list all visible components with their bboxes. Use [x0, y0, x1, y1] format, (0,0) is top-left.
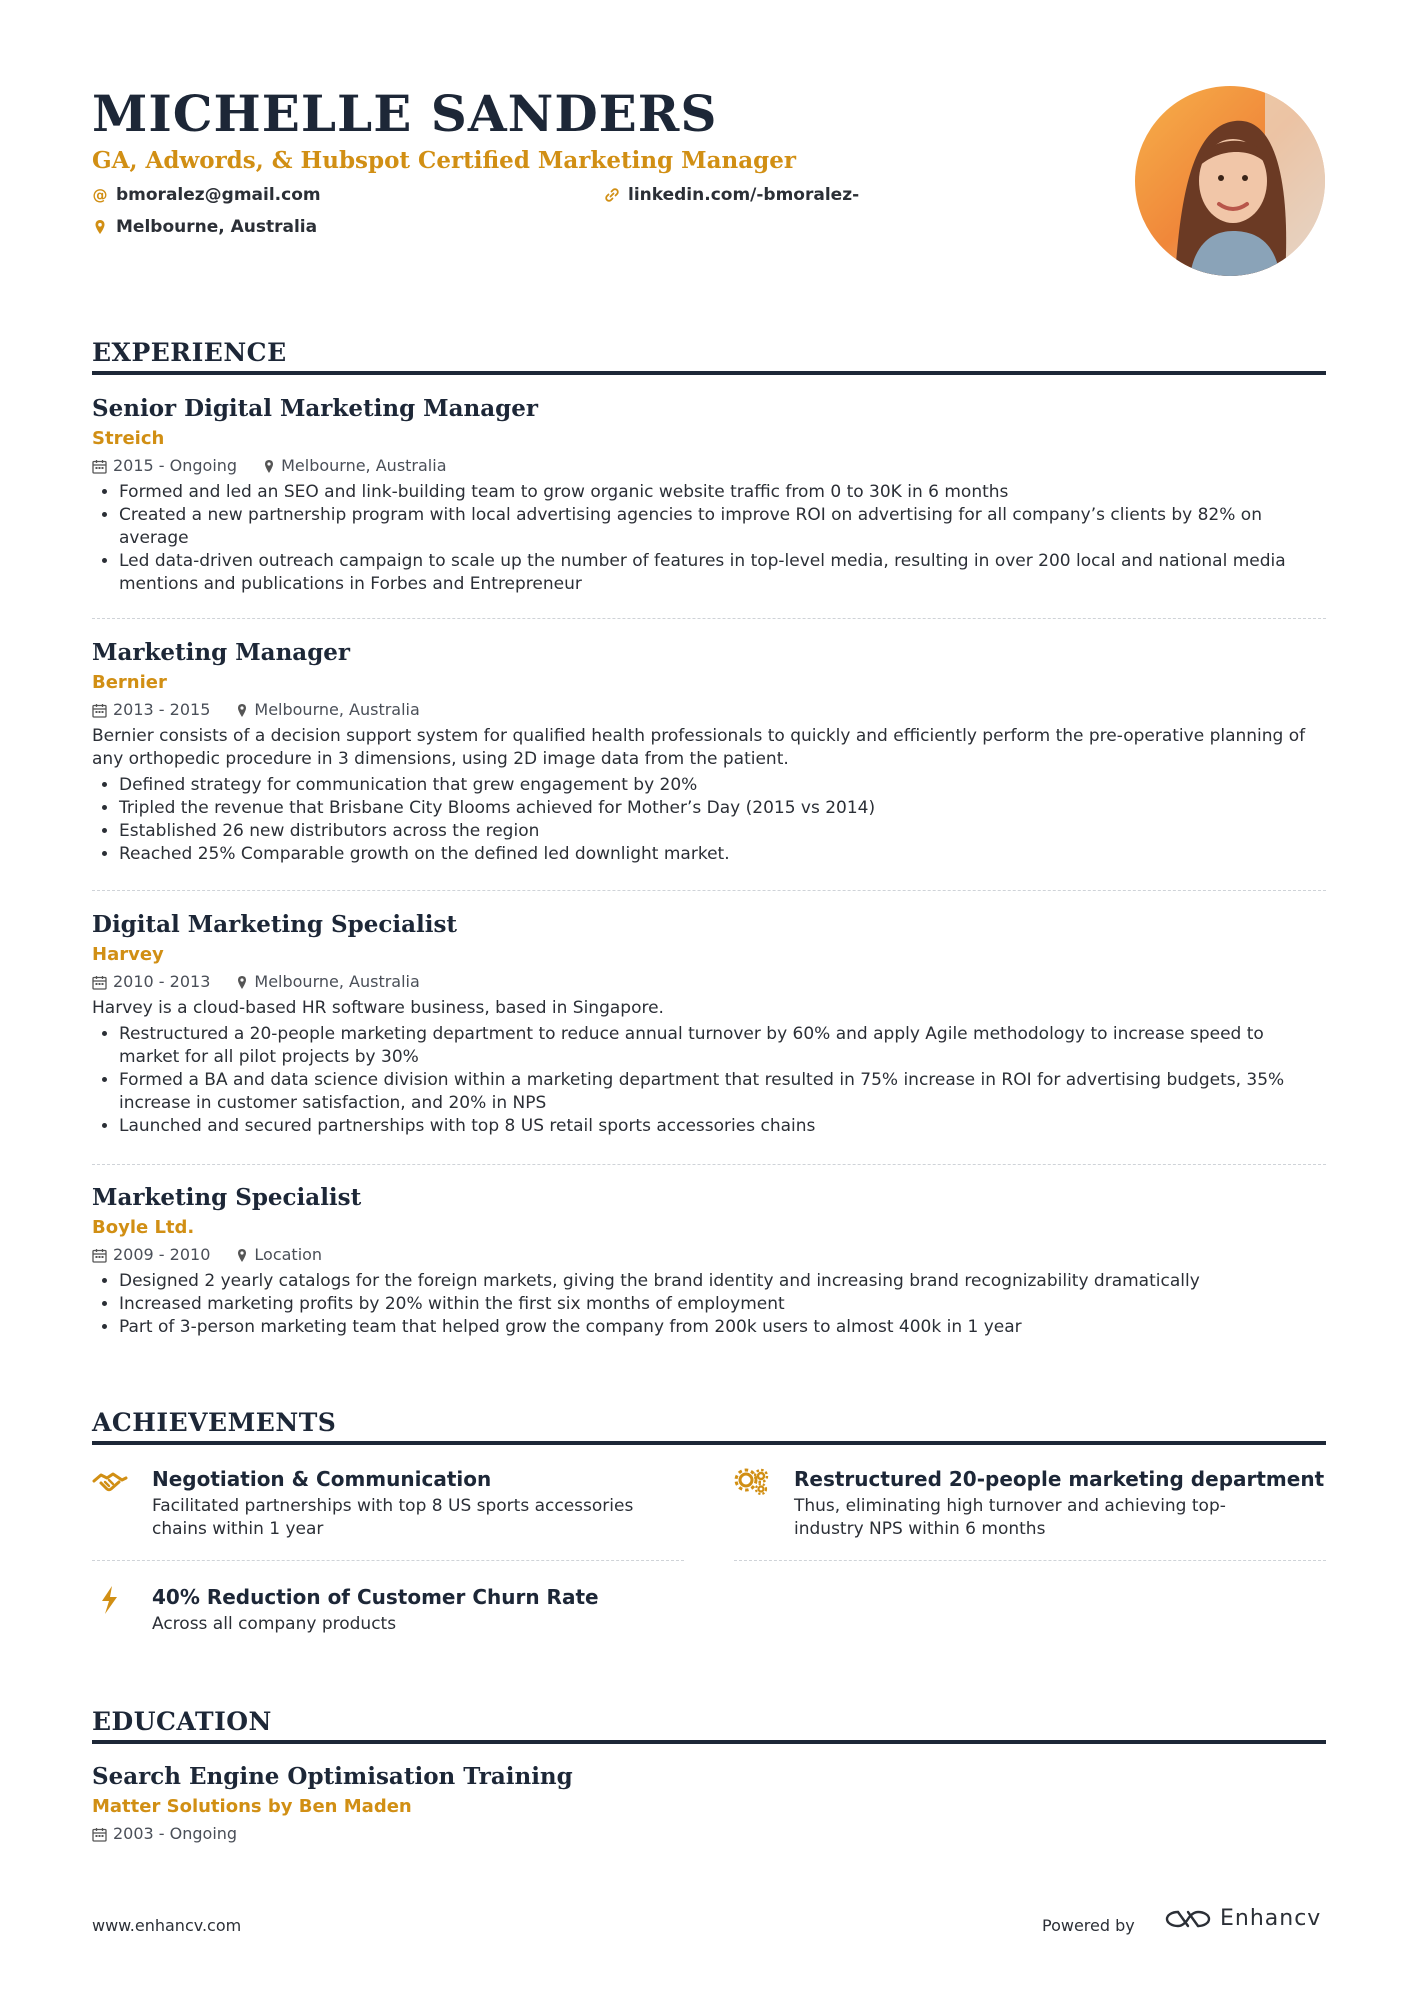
gears-icon: [734, 1467, 770, 1497]
job-bullets: [92, 774, 1326, 866]
calendar-icon: [92, 1248, 107, 1263]
job-company: Streich: [92, 428, 165, 449]
education-rule: [92, 1740, 1326, 1744]
experience-rule: [92, 371, 1326, 375]
job-bullets: [92, 1023, 1326, 1138]
job-bullets: [92, 1270, 1326, 1339]
job-title: Marketing Specialist: [92, 1184, 362, 1211]
contact-location-text: Melbourne, Australia: [116, 217, 318, 237]
achievements-rule: [92, 1441, 1326, 1445]
contact-linkedin-text: linkedin.com/-bmoralez-: [628, 185, 860, 205]
job-company: Bernier: [92, 672, 167, 693]
location-pin-icon: [236, 1248, 248, 1263]
job-title: Marketing Manager: [92, 639, 351, 666]
handshake-icon: [92, 1467, 128, 1497]
education-entry: [92, 1762, 1326, 1846]
achievement-description: Thus, eliminating high turnover and achieving top-industry NPS within 6 months: [794, 1496, 1226, 1539]
job-meta: [92, 970, 1326, 994]
location-pin-icon: [236, 703, 248, 718]
job-title: Digital Marketing Specialist: [92, 911, 458, 938]
job-dates: 2015 - Ongoing: [113, 456, 238, 475]
calendar-icon: [92, 459, 107, 474]
link-icon: [604, 187, 620, 203]
contact-email-text: bmoralez@gmail.com: [116, 185, 321, 205]
job-bullet: • Formed a BA and data science division within a marketing department that resulted in 75% increase in ROI for advertising budgets, 35% increase in customer satisfaction, and 20% in NPS: [119, 1069, 1326, 1115]
job-location: Melbourne, Australia: [254, 972, 420, 991]
footer-brand-name: Enhancv: [1220, 1906, 1322, 1931]
job-company: Boyle Ltd.: [92, 1217, 195, 1238]
achievement-description: Facilitated partnerships with top 8 US sports accessories chains within 1 year: [152, 1496, 634, 1539]
job-entry: [92, 910, 1326, 1138]
calendar-icon: [92, 703, 107, 718]
footer-brand[interactable]: [1164, 1906, 1321, 1931]
svg-text:@: @: [92, 187, 108, 203]
job-bullet: • Led data-driven outreach campaign to scale up the number of features in top-level media, resulting in over 200 local and national media mentions and publications in Forbes and Entrepreneur: [119, 550, 1326, 596]
job-description: Harvey is a cloud-based HR software business, based in Singapore.: [92, 998, 664, 1018]
job-location: Melbourne, Australia: [281, 456, 447, 475]
education-title: Search Engine Optimisation Training: [92, 1763, 573, 1790]
job-bullet: • Established 26 new distributors across the region: [119, 820, 1326, 843]
job-bullet: • Formed and led an SEO and link-building team to grow organic website traffic from 0 to 30K in 6 months: [119, 481, 1326, 504]
job-entry: [92, 394, 1326, 596]
job-dates: 2010 - 2013: [113, 972, 211, 991]
job-bullet: • Designed 2 yearly catalogs for the foreign markets, giving the brand identity and increasing brand recognizability dramatically: [119, 1270, 1326, 1293]
job-bullet: • Defined strategy for communication that grew engagement by 20%: [119, 774, 1326, 797]
profile-photo: [1135, 86, 1325, 276]
job-title: Senior Digital Marketing Manager: [92, 395, 538, 422]
education-meta: [92, 1822, 1326, 1846]
job-divider: [92, 618, 1326, 619]
experience-heading: EXPERIENCE: [92, 338, 287, 367]
achievement-title: 40% Reduction of Customer Churn Rate: [152, 1585, 599, 1609]
job-entry: [92, 1183, 1326, 1339]
achievement-title: Restructured 20-people marketing department: [794, 1467, 1325, 1491]
at-icon: [92, 187, 108, 203]
footer-website[interactable]: www.enhancv.com: [92, 1916, 242, 1935]
job-divider: [92, 1164, 1326, 1165]
achievement-description: Across all company products: [152, 1614, 397, 1634]
job-bullet: • Tripled the revenue that Brisbane City Blooms achieved for Mother’s Day (2015 vs 2014): [119, 797, 1326, 820]
calendar-icon: [92, 1827, 107, 1842]
job-meta: [92, 454, 1326, 478]
job-description: Bernier consists of a decision support system for qualified health professionals to quickly and efficiently perform the pre-operative planning of any orthopedic procedure in 3 dimensions, using 2D image data from the patient.: [92, 726, 1306, 769]
job-bullet: • Part of 3-person marketing team that helped grow the company from 200k users to almost 400k in 1 year: [119, 1316, 1326, 1339]
location-pin-icon: [263, 459, 275, 474]
achievements-heading: ACHIEVEMENTS: [92, 1408, 337, 1437]
contact-location: [92, 217, 317, 237]
job-company: Harvey: [92, 944, 164, 965]
education-heading: EDUCATION: [92, 1707, 272, 1736]
job-bullet: • Created a new partnership program with local advertising agencies to improve ROI on advertising for all company’s clients by 82% on average: [119, 504, 1326, 550]
contact-email[interactable]: [92, 185, 321, 205]
education-school: Matter Solutions by Ben Maden: [92, 1796, 412, 1817]
job-meta: [92, 698, 1326, 722]
job-bullet: • Launched and secured partnerships with top 8 US retail sports accessories chains: [119, 1115, 1326, 1138]
location-pin-icon: [236, 975, 248, 990]
lightning-icon: [92, 1585, 128, 1615]
calendar-icon: [92, 975, 107, 990]
location-pin-icon: [92, 219, 108, 235]
job-meta: [92, 1243, 1326, 1267]
candidate-headline: GA, Adwords, & Hubspot Certified Marketing Manager: [92, 147, 796, 174]
achievement-title: Negotiation & Communication: [152, 1467, 492, 1491]
job-bullet: • Reached 25% Comparable growth on the defined led downlight market.: [119, 843, 1326, 866]
job-bullet: • Increased marketing profits by 20% within the first six months of employment: [119, 1293, 1326, 1316]
job-dates: 2009 - 2010: [113, 1245, 211, 1264]
job-location: Location: [254, 1245, 323, 1264]
enhancv-logo-icon: [1164, 1907, 1212, 1931]
candidate-name: MICHELLE SANDERS: [92, 84, 718, 143]
job-divider: [92, 890, 1326, 891]
job-bullets: [92, 481, 1326, 596]
job-bullet: • Restructured a 20-people marketing department to reduce annual turnover by 60% and apply Agile methodology to increase speed to market for all pilot projects by 30%: [119, 1023, 1326, 1069]
job-location: Melbourne, Australia: [254, 700, 420, 719]
achievement-divider: [92, 1560, 684, 1561]
job-dates: 2013 - 2015: [113, 700, 211, 719]
contact-linkedin[interactable]: [604, 185, 859, 205]
footer-powered-by: Powered by: [1042, 1916, 1135, 1935]
education-dates: 2003 - Ongoing: [113, 1824, 238, 1843]
job-entry: [92, 638, 1326, 866]
achievement-divider: [734, 1560, 1326, 1561]
